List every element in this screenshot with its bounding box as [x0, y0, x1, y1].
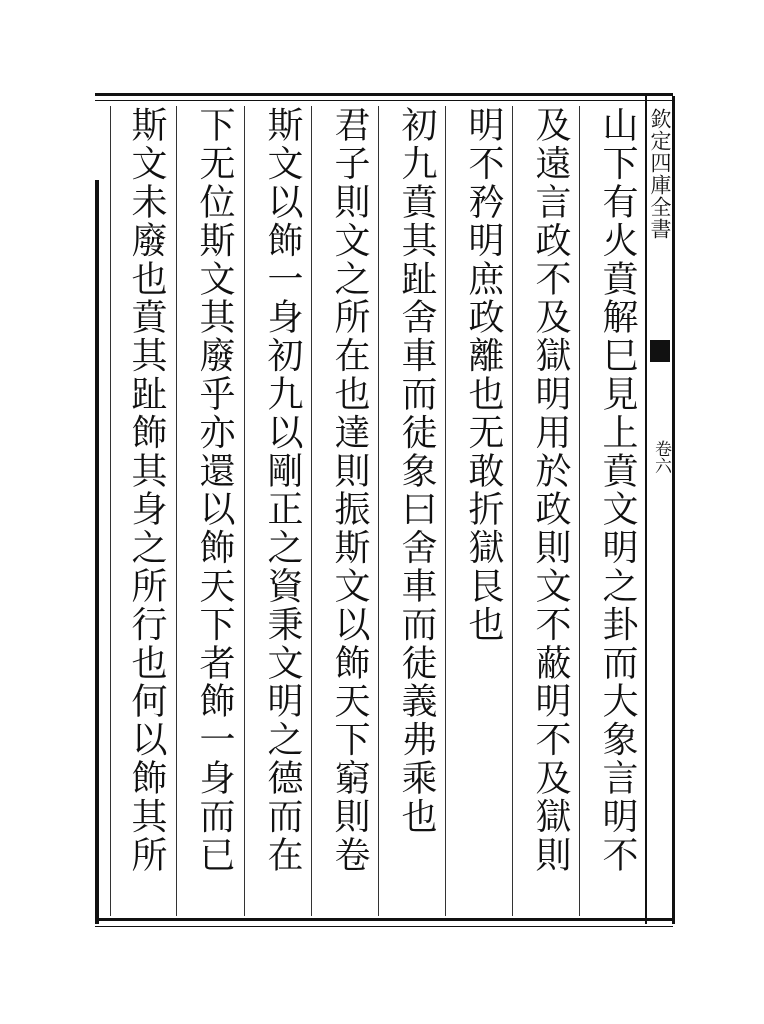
text-column-8: 斯文未廢也賁其趾飾其身之所行也何以飾其所	[126, 106, 167, 874]
right-border-outer	[672, 96, 675, 924]
column-separator	[445, 106, 446, 916]
text-column-3: 明不矜明庶政離也无敢折獄艮也	[463, 106, 504, 644]
column-separator	[512, 106, 513, 916]
column-separator	[176, 106, 177, 916]
column-separator	[110, 106, 111, 916]
top-border-thin	[95, 100, 673, 101]
bottom-border-thick	[95, 918, 673, 921]
column-separator	[244, 106, 245, 916]
column-separator	[311, 106, 312, 916]
chapter-label: 卷六	[651, 440, 671, 474]
text-column-7: 下无位斯文其廢乎亦還以飾天下者飾一身而已	[194, 106, 235, 874]
top-border-thick	[95, 93, 673, 96]
bottom-border-thin	[95, 926, 673, 927]
text-column-1: 山下有火賁解巳見上賁文明之卦而大象言明不	[597, 106, 638, 874]
left-border	[95, 180, 99, 924]
text-column-2: 及遠言政不及獄明用於政則文不蔽明不及獄則	[530, 106, 571, 874]
column-separator	[378, 106, 379, 916]
right-border-inner	[645, 96, 647, 924]
column-separator	[579, 106, 580, 916]
text-column-5: 君子則文之所在也達則振斯文以飾天下窮則卷	[329, 106, 370, 874]
fishtail-mark	[650, 340, 670, 362]
text-column-4: 初九賁其趾舍車而徒象曰舍車而徒義弗乘也	[396, 106, 437, 836]
text-column-6: 斯文以飾一身初九以剛正之資秉文明之德而在	[262, 106, 303, 874]
book-title: 欽定四庫全書	[648, 108, 672, 240]
